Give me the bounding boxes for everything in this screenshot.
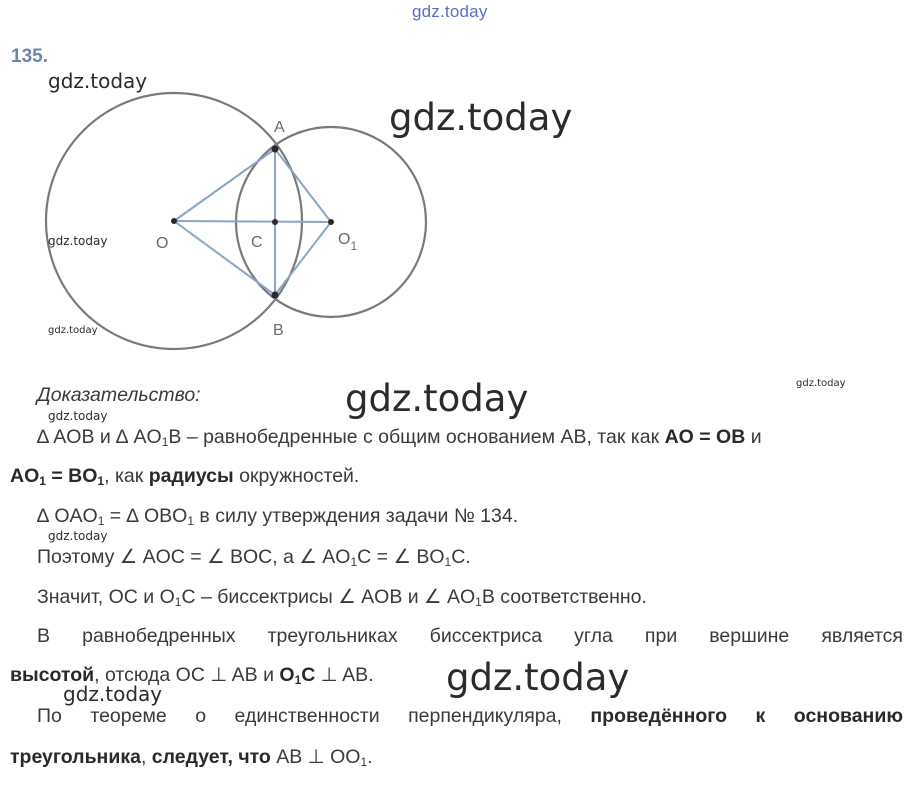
label-A: A <box>274 119 285 136</box>
watermark: gdz.today <box>48 234 108 248</box>
segment-O1B <box>275 222 331 295</box>
proof-line-9: треугольника, следует, что AB ⊥ $OO_1$. <box>10 746 373 769</box>
label-O: O <box>156 235 169 252</box>
proof-line-6: В равнобедренных треугольниках биссектриса угла при вершине является <box>37 625 903 647</box>
watermark: gdz.today <box>796 378 846 389</box>
watermark-top: gdz.today <box>412 2 488 21</box>
watermark: gdz.today <box>446 656 630 699</box>
label-B: B <box>273 322 284 339</box>
proof-heading: Доказательство: <box>37 384 201 406</box>
watermark: gdz.today <box>63 682 163 706</box>
watermark: gdz.today <box>48 529 108 543</box>
proof-line-7: высотой, отсюда OC ⊥ AB и $O_1C$ ⊥ AB. <box>10 664 374 687</box>
watermark: gdz.today <box>48 69 148 93</box>
point-C <box>272 219 278 225</box>
watermark: gdz.today <box>48 325 98 336</box>
proof-line-5: Значит, OC и $O_1C$ – биссектрисы ∠ AOB и ∠ $AO_1B$ соответственно. <box>37 586 647 609</box>
geometry-figure <box>0 0 916 360</box>
proof-line-1: ∆ AOB и ∆ $AO_1B$ – равнобедренные с общим основанием AB, так как AO = OB и <box>37 426 762 449</box>
segment-OA <box>174 149 275 221</box>
label-O1-sub: 1 <box>350 239 358 253</box>
segment-OB <box>174 221 275 295</box>
watermark: gdz.today <box>48 409 108 423</box>
label-O1-main: O <box>338 231 351 248</box>
label-O1 <box>338 231 357 253</box>
point-O <box>171 218 177 224</box>
proof-line-4: Поэтому ∠ AOC = ∠ BOC, а ∠ $AO_1C$ = ∠ $BO_1C$. <box>37 546 471 569</box>
point-B <box>272 292 279 299</box>
proof-line-3: ∆ $OAO_1$ = ∆ $OBO_1$ в силу утверждения задачи № 134. <box>37 505 519 528</box>
watermark: gdz.today <box>389 96 573 139</box>
proof-line-2: $AO_1 = BO_1$, как радиусы окружностей. <box>10 465 360 488</box>
segment-O1A <box>275 149 331 222</box>
proof-line-8: По теореме о единственности перпендикуляра, проведённого к основанию <box>37 705 903 727</box>
problem-number: 135. <box>11 46 48 67</box>
point-O1 <box>328 219 334 225</box>
point-A <box>272 146 279 153</box>
watermark: gdz.today <box>345 377 529 420</box>
label-C: C <box>251 234 263 251</box>
segment-OO1 <box>174 221 331 222</box>
